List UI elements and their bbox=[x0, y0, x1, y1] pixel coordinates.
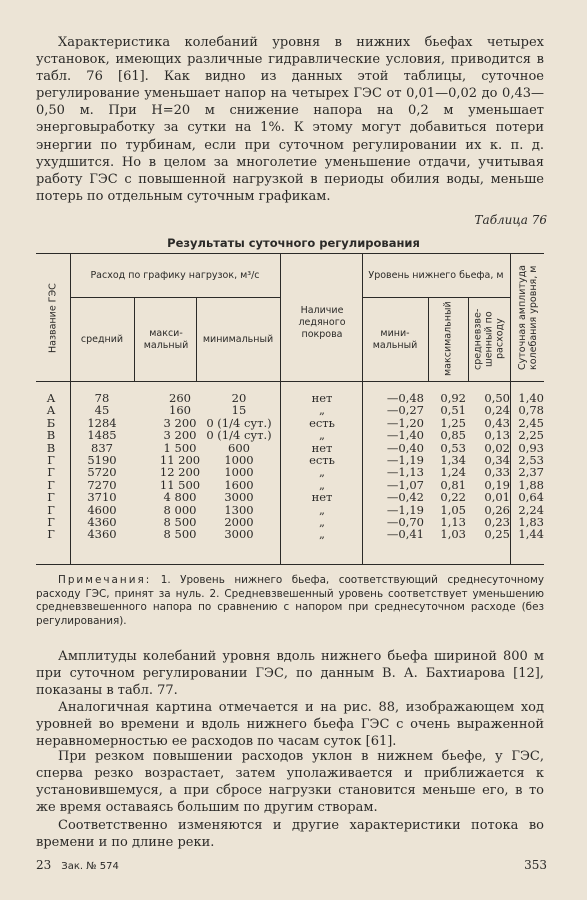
signature-number: 23 bbox=[36, 858, 52, 872]
cell-flow-max: 11 500 bbox=[159, 477, 201, 492]
cell-station: В bbox=[46, 428, 56, 443]
cell-flow-avg: 4360 bbox=[87, 514, 117, 529]
cell-level-max: 0,51 bbox=[440, 403, 466, 418]
cell-flow-avg: 4600 bbox=[87, 502, 117, 517]
cell-level-max: 1,05 bbox=[440, 502, 466, 517]
cell-ice-cover: „ bbox=[319, 514, 325, 529]
paragraph-slope: При резком повышении расходов уклон в нижнем бьефе, у ГЭС, сперва резко возрастает, затем уполаживается и приближается к установившемуся, а при сбросе нагрузки становится меньше его, в то же время оставаясь большим по другим створам. bbox=[36, 749, 544, 816]
cell-level-weighted: 0,33 bbox=[484, 465, 510, 480]
cell-ice-cover: есть bbox=[309, 415, 335, 430]
header-flow-avg: средний bbox=[80, 334, 124, 345]
cell-flow-avg: 4360 bbox=[87, 527, 117, 542]
paragraph-fig88: Аналогичная картина отмечается и на рис. 88, изображающем ход уровней во времени и вдоль нижнего бьефа ГЭС с очень выраженной неравномерностью ее расходов по часам суток [61]. bbox=[36, 700, 544, 750]
cell-station: А bbox=[46, 391, 56, 405]
cell-station: Г bbox=[47, 502, 55, 517]
cell-flow-min: 3000 bbox=[224, 490, 254, 505]
cell-station: Г bbox=[47, 490, 55, 505]
footer-signature bbox=[36, 858, 119, 872]
cell-flow-min: 0 (1/4 сут.) bbox=[206, 428, 272, 443]
col-rule-7 bbox=[468, 297, 469, 382]
cell-level-max: 0,22 bbox=[440, 490, 466, 505]
cell-level-weighted: 0,50 bbox=[484, 391, 510, 405]
cell-amplitude: 2,45 bbox=[518, 415, 544, 430]
cell-station: Г bbox=[47, 465, 55, 480]
header-amplitude: Суточная амплитуда колебания уровня, м bbox=[517, 265, 539, 371]
cell-level-max: 0,92 bbox=[440, 391, 466, 405]
cell-level-weighted: 0,01 bbox=[484, 490, 510, 505]
header-level-max: максимальный bbox=[442, 301, 454, 377]
cell-flow-max: 4 800 bbox=[163, 490, 197, 505]
note-label: Примечания: bbox=[58, 574, 152, 586]
cell-level-min: —1,19 bbox=[386, 502, 424, 517]
cell-flow-min: 1000 bbox=[224, 465, 254, 480]
table-row bbox=[36, 528, 544, 540]
paragraph-intro: Характеристика колебаний уровня в нижних бьефах четырех установок, имеющих различные гидравлические условия, приводится в табл. 76 [61]. Как видно из данных этой таблицы, суточное регулирование уменьшает напор на четырех ГЭС от 0,01—0,02 до 0,43—0,50 м. При H=20 м снижение напора на 0,2 м уменьшает энерговыработку за сутки на 1%. К этому могут добавиться потери энергии по турбинам, если при суточном регулировании их к. п. д. ухудшится. Но в целом за многолетие уменьшение отдачи, учитывая работу ГЭС с повышенной нагрузкой в периоды обилия воды, меньше потерь по отдельным суточным графикам. bbox=[36, 35, 544, 204]
header-flow-max: макси-мальный bbox=[143, 328, 189, 351]
page-number: 353 bbox=[524, 858, 547, 872]
cell-ice-cover: есть bbox=[309, 452, 335, 467]
cell-amplitude: 1,40 bbox=[518, 391, 544, 405]
cell-station: Б bbox=[46, 415, 56, 430]
cell-ice-cover: „ bbox=[319, 403, 325, 418]
cell-station: Г bbox=[47, 527, 55, 542]
cell-station: Г bbox=[47, 477, 55, 492]
cell-flow-min: 2000 bbox=[224, 514, 254, 529]
cell-level-max: 1,24 bbox=[440, 465, 466, 480]
cell-amplitude: 2,25 bbox=[518, 428, 544, 443]
cell-level-min: —1,19 bbox=[386, 452, 424, 467]
cell-ice-cover: „ bbox=[319, 428, 325, 443]
cell-level-max: 0,81 bbox=[440, 477, 466, 492]
cell-level-max: 1,03 bbox=[440, 527, 466, 542]
table-title: Результаты суточного регулирования bbox=[167, 236, 420, 250]
table-number: Таблица 76 bbox=[474, 213, 547, 227]
col-rule-2 bbox=[134, 297, 135, 382]
cell-level-weighted: 0,26 bbox=[484, 502, 510, 517]
table-row bbox=[36, 466, 544, 478]
cell-flow-avg: 45 bbox=[94, 403, 110, 418]
cell-flow-min: 3000 bbox=[224, 527, 254, 542]
cell-level-weighted: 0,13 bbox=[484, 428, 510, 443]
cell-level-max: 1,25 bbox=[440, 415, 466, 430]
cell-flow-min: 15 bbox=[231, 403, 247, 418]
cell-level-min: —0,27 bbox=[386, 403, 424, 418]
cell-level-weighted: 0,34 bbox=[484, 452, 510, 467]
cell-amplitude: 0,93 bbox=[518, 440, 544, 455]
cell-level-weighted: 0,02 bbox=[484, 440, 510, 455]
header-station: Название ГЭС bbox=[47, 283, 59, 353]
cell-ice-cover: „ bbox=[319, 502, 325, 517]
cell-flow-avg: 1284 bbox=[87, 415, 117, 430]
table-bottom-rule bbox=[36, 564, 544, 565]
cell-level-weighted: 0,25 bbox=[484, 527, 510, 542]
cell-level-min: —0,70 bbox=[386, 514, 424, 529]
cell-flow-min: 20 bbox=[231, 391, 247, 405]
cell-flow-min: 1600 bbox=[224, 477, 254, 492]
table-body bbox=[36, 392, 544, 541]
cell-flow-avg: 5190 bbox=[87, 452, 117, 467]
cell-ice-cover: нет bbox=[311, 440, 333, 455]
cell-flow-min: 1000 bbox=[224, 452, 254, 467]
cell-amplitude: 0,64 bbox=[518, 490, 544, 505]
cell-level-min: —0,48 bbox=[386, 391, 424, 405]
cell-flow-min: 0 (1/4 сут.) bbox=[206, 415, 272, 430]
cell-amplitude: 2,53 bbox=[518, 452, 544, 467]
cell-flow-avg: 7270 bbox=[87, 477, 117, 492]
cell-flow-avg: 3710 bbox=[87, 490, 117, 505]
cell-level-max: 0,85 bbox=[440, 428, 466, 443]
cell-flow-max: 12 200 bbox=[159, 465, 201, 480]
cell-flow-max: 8 500 bbox=[163, 514, 197, 529]
results-table bbox=[36, 253, 544, 565]
cell-station: А bbox=[46, 403, 56, 418]
cell-amplitude: 1,88 bbox=[518, 477, 544, 492]
table-note bbox=[36, 574, 544, 628]
cell-flow-max: 8 000 bbox=[163, 502, 197, 517]
level-header-rule bbox=[362, 297, 510, 298]
cell-level-min: —1,40 bbox=[386, 428, 424, 443]
cell-level-weighted: 0,43 bbox=[484, 415, 510, 430]
cell-flow-max: 11 200 bbox=[159, 452, 201, 467]
cell-flow-avg: 78 bbox=[94, 391, 110, 405]
cell-amplitude: 1,44 bbox=[518, 527, 544, 542]
cell-level-max: 1,34 bbox=[440, 452, 466, 467]
table-row bbox=[36, 392, 544, 404]
cell-flow-max: 160 bbox=[169, 403, 191, 418]
cell-level-weighted: 0,23 bbox=[484, 514, 510, 529]
cell-amplitude: 0,78 bbox=[518, 403, 544, 418]
cell-flow-max: 3 200 bbox=[163, 415, 197, 430]
order-number: Зак. № 574 bbox=[61, 861, 119, 872]
cell-ice-cover: нет bbox=[311, 490, 333, 505]
table-row bbox=[36, 404, 544, 416]
header-level-group: Уровень нижнего бьефа, м bbox=[368, 270, 504, 281]
cell-amplitude: 1,83 bbox=[518, 514, 544, 529]
cell-flow-max: 8 500 bbox=[163, 527, 197, 542]
cell-level-min: —1,20 bbox=[386, 415, 424, 430]
cell-amplitude: 2,24 bbox=[518, 502, 544, 517]
cell-station: В bbox=[46, 440, 56, 455]
cell-station: Г bbox=[47, 452, 55, 467]
flow-header-rule bbox=[70, 297, 280, 298]
cell-station: Г bbox=[47, 514, 55, 529]
cell-level-max: 1,13 bbox=[440, 514, 466, 529]
cell-flow-min: 1300 bbox=[224, 502, 254, 517]
cell-ice-cover: „ bbox=[319, 477, 325, 492]
cell-flow-max: 260 bbox=[169, 391, 191, 405]
cell-ice-cover: нет bbox=[311, 391, 333, 405]
header-flow-group: Расход по графику нагрузок, м³/с bbox=[90, 270, 260, 281]
col-rule-3 bbox=[196, 297, 197, 382]
cell-level-min: —1,07 bbox=[386, 477, 424, 492]
note-text: 1. Уровень нижнего бьефа, соответствующий среднесуточному расходу ГЭС, принят за нуль. 2. Средневзвешенный уровень соответствует уменьшению средневзвешенного напора по сравнению с напором при среднесуточном расходе (без регулирования). bbox=[36, 574, 544, 627]
table-top-rule bbox=[36, 253, 544, 254]
cell-flow-avg: 1485 bbox=[87, 428, 117, 443]
header-ice: Наличие ледяного покрова bbox=[298, 305, 346, 340]
cell-level-max: 0,53 bbox=[440, 440, 466, 455]
cell-flow-min: 600 bbox=[228, 440, 250, 455]
paragraph-amplitudes: Амплитуды колебаний уровня вдоль нижнего бьефа шириной 800 м при суточном регулировании ГЭС, по данным В. А. Бахтиарова [12], показаны в табл. 77. bbox=[36, 649, 544, 699]
cell-level-min: —0,41 bbox=[386, 527, 424, 542]
cell-ice-cover: „ bbox=[319, 465, 325, 480]
header-level-weighted: средневзве-шенный по расходу bbox=[472, 308, 506, 370]
cell-level-weighted: 0,24 bbox=[484, 403, 510, 418]
table-row bbox=[36, 429, 544, 441]
cell-flow-max: 3 200 bbox=[163, 428, 197, 443]
cell-amplitude: 2,37 bbox=[518, 465, 544, 480]
cell-flow-max: 1 500 bbox=[163, 440, 197, 455]
cell-level-min: —1,13 bbox=[386, 465, 424, 480]
cell-flow-avg: 5720 bbox=[87, 465, 117, 480]
cell-level-min: —0,42 bbox=[386, 490, 424, 505]
cell-flow-avg: 837 bbox=[91, 440, 113, 455]
table-row bbox=[36, 491, 544, 503]
col-rule-6 bbox=[428, 297, 429, 382]
cell-level-min: —0,40 bbox=[386, 440, 424, 455]
cell-level-weighted: 0,19 bbox=[484, 477, 510, 492]
paragraph-characteristics: Соответственно изменяются и другие характеристики потока во времени и по длине реки. bbox=[36, 818, 544, 851]
header-level-min: мини-мальный bbox=[372, 328, 418, 351]
header-flow-min: минимальный bbox=[202, 334, 274, 345]
cell-ice-cover: „ bbox=[319, 527, 325, 542]
